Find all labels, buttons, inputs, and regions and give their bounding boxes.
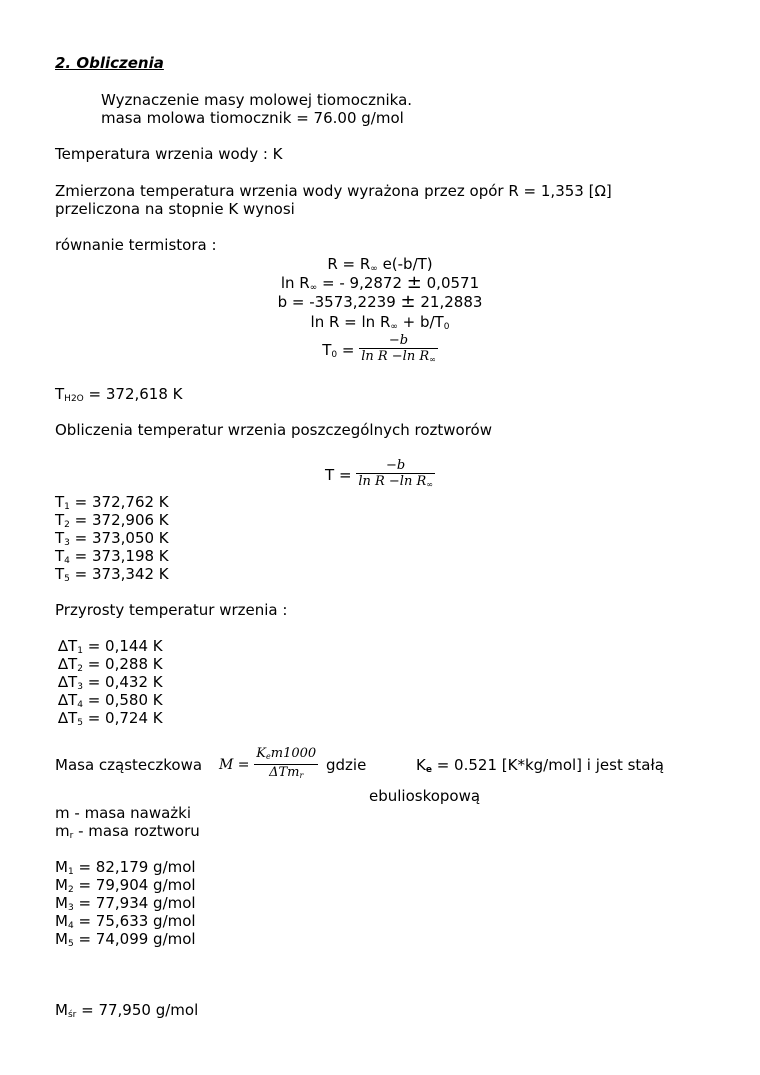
delta-row: $\Delta T_2 = 0,288$ K: [58, 655, 163, 674]
t-formula: T = $\frac{-b}{\ln R -\ln R_\infty}$: [0, 458, 760, 493]
solutions-label: Obliczenia temperatur wrzenia poszczególnych roztworów: [55, 421, 492, 439]
thermistor-eq-5: $T_0$ = $\frac{-b}{\ln R -\ln R_\infty}$: [0, 333, 760, 370]
delta-row: $\Delta T_4 = 0,580$ K: [58, 691, 163, 710]
intro-line-2: masa molowa tiomocznik = 76.00 g/mol: [101, 109, 404, 127]
thermistor-eq-1: $R = R_\infty$ e(-b/T): [327, 255, 433, 274]
thermistor-label: równanie termistora :: [55, 236, 217, 254]
molar-label: Masa cząsteczkowa: [55, 756, 203, 774]
thermistor-eq-2: $\ln R_\infty$ = - 9,2872 ± 0,0571: [280, 272, 480, 293]
mass-row: $M_4 = 75,633$ g/mol: [55, 912, 196, 931]
mean-mass: $M_{śr} = 77,950$ g/mol: [55, 1001, 199, 1020]
temp-row: $T_1 = 372,762$ K: [55, 493, 169, 512]
plus-minus-icon: ±: [406, 272, 422, 293]
plus-minus-icon: ±: [400, 291, 416, 312]
intro-line-1: Wyznaczenie masy molowej tiomocznika.: [101, 91, 413, 109]
mass-row: $M_1 = 82,179$ g/mol: [55, 858, 196, 877]
ebul-text: ebulioskopową: [369, 787, 481, 805]
water-temp-label: Temperatura wrzenia wody : K: [55, 145, 283, 163]
molar-fraction: $\frac{K_em1000}{\Delta Tm_r}$: [256, 745, 317, 780]
mass-row: $M_3 = 77,934$ g/mol: [55, 894, 196, 913]
ke-definition: $K_e = 0.521$ [K*kg/mol] i jest stałą: [416, 756, 664, 775]
delta-row: $\Delta T_1 = 0,144$ K: [58, 637, 163, 656]
t0-fraction: $\frac{-b}{\ln R -\ln R_\infty}$: [361, 333, 436, 364]
delta-row: $\Delta T_3 = 0,432$ K: [58, 673, 163, 692]
def-row: $m_r$ - masa roztworu: [55, 822, 200, 841]
molar-formula: M = $\frac{K_em1000}{\Delta Tm_r}$: [219, 744, 318, 785]
thermistor-eq-4: $\ln R = \ln R_\infty + b/T_0$: [310, 313, 450, 332]
gdzie-text: gdzie: [326, 756, 367, 774]
mass-row: $M_2 = 79,904$ g/mol: [55, 876, 196, 895]
water-result: $T_{H2O} = 372,618$ K: [55, 385, 183, 404]
delta-row: $\Delta T_5 = 0,724$ K: [58, 709, 163, 728]
t-fraction: $\frac{-b}{\ln R -\ln R_\infty}$: [358, 458, 433, 489]
temp-row: $T_2 = 372,906$ K: [55, 511, 169, 530]
section-heading: 2. Obliczenia: [55, 54, 164, 72]
mass-row: $M_5 = 74,099$ g/mol: [55, 930, 196, 949]
temp-row: $T_4 = 373,198$ K: [55, 547, 169, 566]
temp-row: $T_5 = 373,342$ K: [55, 565, 169, 584]
measured-line-2: przeliczona na stopnie K wynosi: [55, 200, 295, 218]
temp-row: $T_3 = 373,050$ K: [55, 529, 169, 548]
increments-label: Przyrosty temperatur wrzenia :: [55, 601, 288, 619]
def-row: m - masa naważki: [55, 804, 192, 822]
thermistor-eq-3: b = -3573,2239 ± 21,2883: [277, 291, 483, 312]
measured-line-1: Zmierzona temperatura wrzenia wody wyrażona przez opór R = 1,353 [Ω]: [55, 182, 612, 200]
